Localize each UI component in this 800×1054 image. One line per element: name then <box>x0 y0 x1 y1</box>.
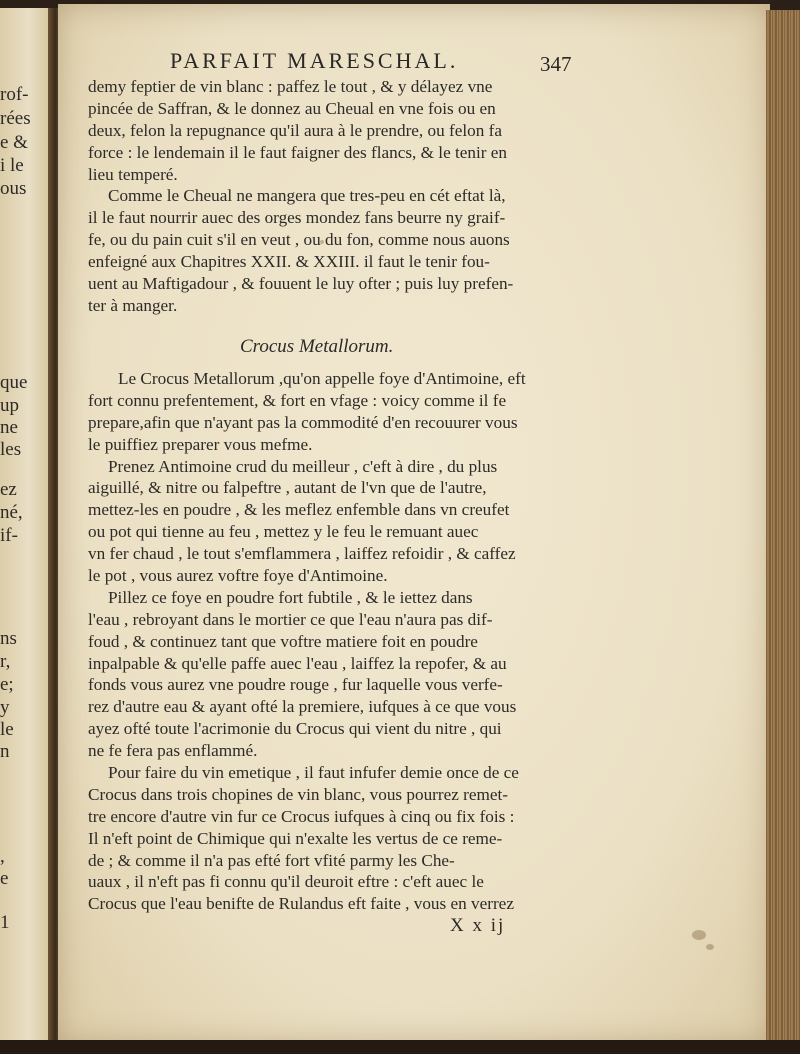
text-line: lieu temperé. <box>88 164 178 184</box>
paper-stain <box>692 930 706 940</box>
text-line: fe, ou du pain cuit s'il en veut , ou du fon, comme nous auons <box>88 230 510 250</box>
left-page-fragments <box>0 8 52 1044</box>
left-fragment: les <box>0 439 22 460</box>
text-line: Pour faire du vin emetique , il faut infufer demie once de ce <box>108 763 519 783</box>
left-fragment: 1 <box>0 912 10 933</box>
text-line: uent au Maftigadour , & fouuent le luy ofter ; puis luy prefen- <box>88 274 514 294</box>
left-fragment: e & <box>0 132 28 153</box>
left-fragment: ne <box>0 417 18 438</box>
text-line: Le Crocus Metallorum ,qu'on appelle foye d'Antimoine, eft <box>118 369 526 388</box>
text-line: prepare,afin que n'ayant pas la commodité d'en recouurer vous <box>88 412 518 432</box>
text-line: le pot , vous aurez voftre foye d'Antimoine. <box>88 566 388 586</box>
left-fragment: ez <box>0 479 17 500</box>
signature-mark: X x ij <box>450 915 506 936</box>
paragraph-2 <box>88 368 688 915</box>
text-line: Crocus dans trois chopines de vin blanc, vous pourrez remet- <box>88 784 509 804</box>
text-line: demy feptier de vin blanc : paffez le tout , & y délayez vne <box>88 77 493 96</box>
page-number: 347 <box>540 52 572 76</box>
text-line: uaux , il n'eft pas fi connu qu'il deuroit eftre : c'eft auec le <box>88 872 484 892</box>
text-line: pincée de Saffran, & le donnez au Cheual en vne fois ou en <box>88 98 496 118</box>
text-line: ter à manger. <box>88 295 178 315</box>
text-line: mettez-les en poudre , & les meflez enfemble dans vn creufet <box>88 500 510 520</box>
text-line: enfeigné aux Chapitres XXII. & XXIII. il faut le tenir fou- <box>88 252 490 272</box>
text-line: force : le lendemain il le faut faigner des flancs, & le tenir en <box>88 142 508 162</box>
bottom-edge <box>0 1040 800 1054</box>
left-fragment: i le <box>0 155 24 176</box>
text-line: de ; & comme il n'a pas efté fort vfité parmy les Che- <box>88 850 455 870</box>
left-fragment: né, <box>0 502 23 523</box>
left-fragment: ns <box>0 628 17 649</box>
left-fragment: , <box>0 846 5 867</box>
text-line: le puiffiez preparer vous mefme. <box>88 434 313 454</box>
text-line: l'eau , rebroyant dans le mortier ce que l'eau n'aura pas dif- <box>88 609 493 629</box>
paper-stain <box>706 944 714 950</box>
left-fragment: up <box>0 395 19 416</box>
text-line: Comme le Cheual ne mangera que tres-peu en cét eftat là, <box>108 186 506 206</box>
left-fragment: y <box>0 697 10 718</box>
text-line: ne fe fera pas enflammé. <box>88 741 258 761</box>
left-fragment: rof- <box>0 84 29 105</box>
page-edges <box>766 10 800 1040</box>
text-line: vn fer chaud , le tout s'emflammera , laiffez refoidir , & caffez <box>88 544 516 564</box>
text-line: Crocus que l'eau benifte de Rulandus eft faite , vous en verrez <box>88 894 514 914</box>
paper-stain <box>320 240 324 244</box>
text-line: fonds vous aurez vne poudre rouge , fur laquelle vous verfe- <box>88 675 503 695</box>
left-fragment: ous <box>0 178 27 199</box>
text-line: deux, felon la repugnance qu'il aura à le prendre, ou felon fa <box>88 120 502 140</box>
left-fragment: e <box>0 868 9 889</box>
left-fragment: if- <box>0 525 18 546</box>
left-fragment: e; <box>0 674 14 695</box>
left-fragment: rées <box>0 108 31 129</box>
section-title: Crocus Metallorum. <box>240 336 394 357</box>
text-line: fort connu prefentement, & fort en vfage : voicy comme il fe <box>88 390 507 410</box>
running-head: PARFAIT MARESCHAL. <box>170 48 459 73</box>
text-line: inpalpable & qu'elle paffe auec l'eau , laiffez la repofer, & au <box>88 653 507 673</box>
text-line: ou pot qui tienne au feu , mettez y le feu le remuant auec <box>88 522 479 542</box>
text-line: Pillez ce foye en poudre fort fubtile , & le iettez dans <box>108 587 473 607</box>
left-page <box>0 8 52 1044</box>
left-fragment: r, <box>0 651 11 672</box>
text-line: foud , & continuez tant que voftre matiere foit en poudre <box>88 631 478 651</box>
left-fragment: le <box>0 719 14 740</box>
text-line: rez d'autre eau & ayant ofté la premiere, iufques à ce que vous <box>88 697 517 717</box>
left-fragment: n <box>0 741 10 762</box>
left-fragment: que <box>0 372 28 393</box>
text-line: ayez ofté toute l'acrimonie du Crocus qui vient du nitre , qui <box>88 719 502 739</box>
text-line: aiguillé, & nitre ou falpeftre , autant de l'vn que de l'autre, <box>88 478 487 498</box>
text-line: Il n'eft point de Chimique qui n'exalte les vertus de ce reme- <box>88 828 503 848</box>
page-header <box>170 48 590 78</box>
text-line: Prenez Antimoine crud du meilleur , c'eft à dire , du plus <box>108 456 498 476</box>
text-line: il le faut nourrir auec des orges mondez fans beurre ny graif- <box>88 208 506 228</box>
paragraph-1 <box>88 76 688 317</box>
text-line: tre encore d'autre vin fur ce Crocus iufques à cinq ou fix fois : <box>88 806 515 826</box>
